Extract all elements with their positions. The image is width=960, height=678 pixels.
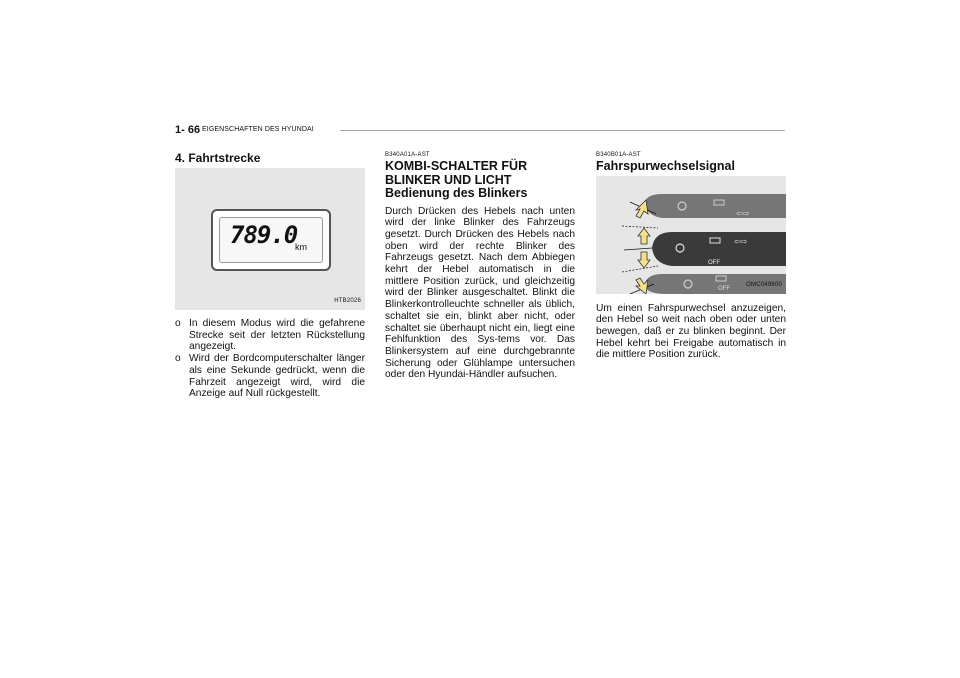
pointer-line [622, 266, 658, 272]
column-kombi-schalter [385, 152, 575, 381]
figure-label: HTB2026 [334, 298, 361, 305]
turn-arrows-icon: ⇦⇨ [736, 208, 750, 218]
body-text: Durch Drücken des Hebels nach unten wird der linke Blinker des Fahrzeugs gesetzt. Durch Drücken des Hebels nach oben wird der rechte Blinker des Fahrzeugs gesetzt. Nach dem Abbiegen kehrt der Hebel automatisch in die mittlere Position zurück, und gleichzeitig wird der Blinker ausgeschaltet. Blinkt die Blinkerkontrolleuchte schneller als üblich, schaltet sie ein, blinkt aber nicht, oder schaltet sie überhaupt nicht ein, liegt eine Fehlfunktion des Sys-tems vor. Das Blinkersystem auf eine durchgebrannte Sicherung oder Glühlampe untersuchen oder den Hyundai-Händler aufsuchen. [385, 205, 575, 381]
bullet-list [175, 318, 365, 400]
list-item [175, 353, 365, 400]
lever-illustration [596, 176, 786, 294]
lcd-unit: km [295, 242, 307, 252]
lever-upper [644, 194, 786, 218]
arrow-up-icon [638, 228, 650, 244]
bullet-text: Wird der Bordcomputerschalter länger als eine Sekunde gedrückt, wenn die Fahrzeit angezeigt wird, wird die Anzeige auf Null rückgestellt. [189, 353, 365, 400]
list-item [175, 318, 365, 353]
arrow-down-icon [638, 252, 650, 268]
column-fahrspurwechsel [596, 152, 786, 361]
bullet-marker: o [175, 318, 181, 329]
body-text: Um einen Fahrspurwechsel anzuzeigen, den Hebel so weit nach oben oder unten bewegen, daß er zu blinken beginnt. Der Hebel kehrt bei Freigabe automatisch in die mittlere Position zurück. [596, 302, 786, 361]
section-code: B340A01A-AST [385, 152, 430, 158]
lcd-display [211, 209, 331, 271]
section-code: B340B01A-AST [596, 152, 641, 158]
section-name: EIGENSCHAFTEN DES HYUNDAI [202, 126, 314, 133]
pointer-line [622, 226, 658, 228]
bullet-text: In diesem Modus wird die gefahrene Strecke seit der letzten Rückstellung angezeigt. [189, 318, 365, 353]
off-label: OFF [718, 285, 730, 292]
section-subtitle: Bedienung des Blinkers [385, 186, 528, 200]
lcd-inner [219, 217, 323, 263]
pointer-line [624, 248, 652, 250]
lever-figure [596, 176, 786, 294]
lcd-value: 789.0 [230, 221, 298, 249]
column-odometer [175, 152, 365, 400]
section-heading-fahrtstrecke: 4. Fahrtstrecke [175, 151, 261, 165]
section-title: KOMBI-SCHALTER FÜR BLINKER UND LICHT [385, 159, 528, 187]
off-label: OFF [708, 259, 720, 266]
page-number: 1- 66 [175, 124, 201, 136]
section-title: Fahrspurwechselsignal [596, 159, 735, 173]
page-header [175, 124, 785, 138]
figure-label: OMC049600 [746, 281, 782, 288]
odometer-figure [175, 168, 365, 310]
turn-arrows-icon: ⇦⇨ [734, 236, 748, 246]
bullet-marker: o [175, 353, 181, 365]
header-rule [340, 130, 785, 131]
arrow-up-right-icon [636, 200, 648, 218]
